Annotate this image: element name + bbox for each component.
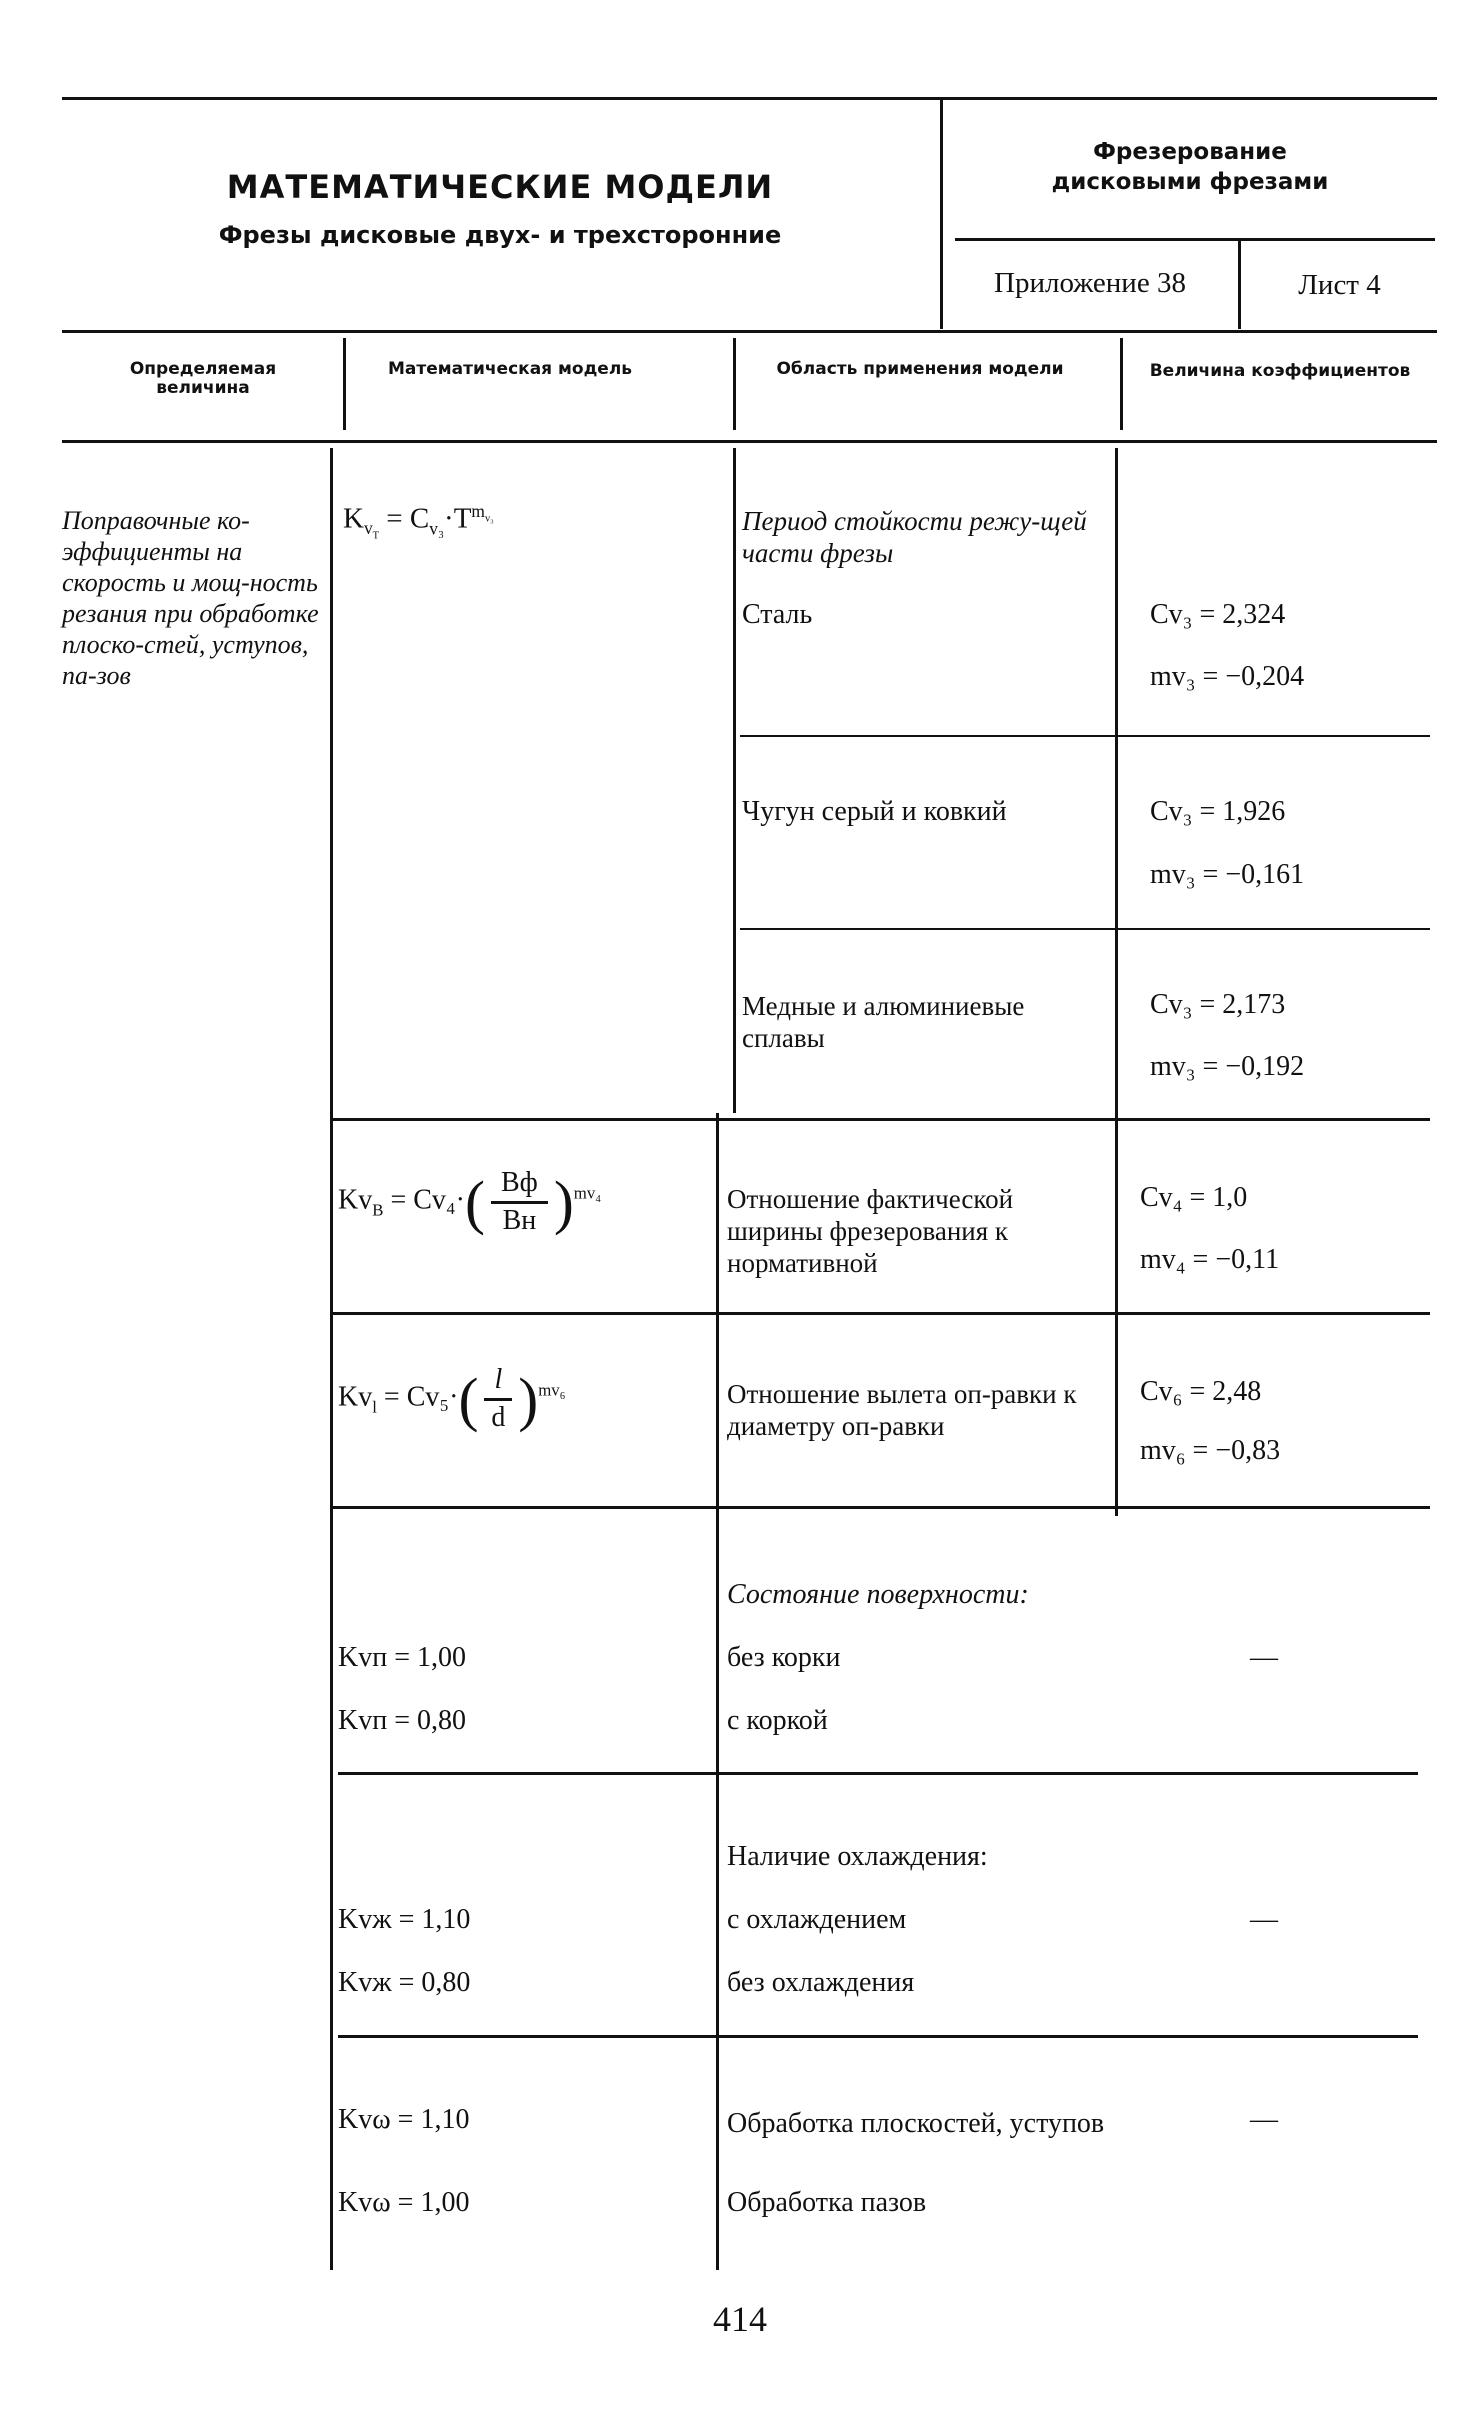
colheader-bottom-rule [62,440,1437,443]
formula-machining-1: Kvω = 1,10 [338,2104,470,2135]
formula-machining-2: Kvω = 1,00 [338,2187,470,2218]
area-overhang-ratio: Отношение вылета оп-равки к диаметру оп-равки [727,1379,1077,1441]
rule-steel-bottom [740,735,1430,737]
appendix-label: Приложение 38 [994,267,1186,299]
coef-width-c: Cv₄ = 1,0 [1140,1182,1248,1213]
page-number: 414 [713,2299,767,2339]
area-alloys: Медные и алюминиевые сплавы [742,991,1025,1053]
header-top-rule [62,97,1437,100]
column-header-coefficients: Величина коэффициентов [1149,361,1411,381]
column-header-quantity: Определяемая величина [129,359,277,398]
rule-row3-bottom [330,1506,1430,1509]
section-title-line2: дисковыми фрезами [1051,169,1329,195]
coef-overhang-c: Cv₆ = 2,48 [1140,1376,1262,1407]
area-surface-2: с коркой [727,1705,828,1736]
column-header-area: Область применения модели [776,359,1064,379]
coef-steel-m: mv₃ = −0,204 [1150,661,1305,692]
coef-alloy-m: mv₃ = −0,192 [1150,1051,1305,1082]
area-steel: Сталь [742,599,813,630]
area-tool-life: Период стойкости режу-щей части фрезы [742,506,1087,568]
header-sheet-divider [1238,238,1241,329]
coef-cooling: — [1250,1904,1278,1935]
rule-row2-bottom [330,1312,1430,1315]
coef-overhang-m: mv₆ = −0,83 [1140,1435,1281,1466]
formula-surface-1: Kvп = 1,00 [338,1642,466,1673]
header-divider [940,97,943,329]
area-width-ratio: Отношение фактической ширины фрезерования к нормативной [727,1184,1014,1278]
rule-row1-bottom [330,1118,1430,1121]
coef-machining: — [1250,2104,1278,2135]
formula-cooling-1: Kvж = 1,10 [338,1904,471,1935]
body-divider-3 [1115,448,1118,1516]
rule-iron-bottom [740,928,1430,930]
area-cooling-2: без охлаждения [727,1967,915,1998]
area-surface-title: Состояние поверхности: [727,1579,1029,1610]
quantity-description: Поправочные ко-эффициенты на скорость и мощ-ность резания при обработке плоско-стей, уступов, па-зов [62,506,319,690]
formula-overhang-ratio: $Kv_l = Cv_5\cdot$( $\frac{l}{d}$ )$^{mv_6}$ [338,1364,566,1433]
coef-iron-m: mv₃ = −0,161 [1150,859,1305,890]
column-header-model: Математическая модель [387,359,633,379]
colheader-divider-1 [343,338,346,430]
body-divider-2-lower [716,1113,719,2270]
colheader-divider-2 [733,338,736,430]
section-title-line1: Фрезерование [1093,139,1287,165]
colheader-divider-3 [1120,338,1123,430]
header-mid-rule [955,238,1435,241]
body-divider-2-upper [733,448,736,1113]
page-title: МАТЕМАТИЧЕСКИЕ МОДЕЛИ [226,168,774,206]
area-machining-1: Обработка плоскостей, уступов [727,2108,1105,2139]
sheet-label: Лист 4 [1298,269,1381,301]
area-surface-1: без корки [727,1642,841,1673]
rule-row5-bottom [338,2035,1418,2038]
coef-surface: — [1250,1642,1278,1673]
formula-surface-2: Kvп = 0,80 [338,1705,466,1736]
coef-width-m: mv₄ = −0,11 [1140,1244,1280,1275]
coef-iron-c: Cv₃ = 1,926 [1150,796,1286,827]
coef-steel-c: Cv₃ = 2,324 [1150,599,1286,630]
formula-width-ratio: $Kv_B = Cv_4\cdot$( $\frac{Bф}{Bн}$ )$^{mv_4}$ [338,1167,602,1236]
area-machining-2: Обработка пазов [727,2187,927,2218]
area-cooling-title: Наличие охлаждения: [727,1841,988,1872]
area-cooling-1: с охлаждением [727,1904,907,1935]
formula-cooling-2: Kvж = 0,80 [338,1967,471,1998]
area-cast-iron: Чугун серый и ковкий [742,796,1007,827]
formula-tool-life: $K_{v_T} = C_{v_3}\cdot T^{m_{v_3}}$ [343,501,494,542]
rule-row4-bottom [338,1772,1418,1775]
body-divider-1 [330,448,333,2270]
page-subtitle: Фрезы дисковые двух- и трехсторонние [218,221,782,249]
coef-alloy-c: Cv₃ = 2,173 [1150,989,1286,1020]
header-bottom-rule [62,330,1437,333]
